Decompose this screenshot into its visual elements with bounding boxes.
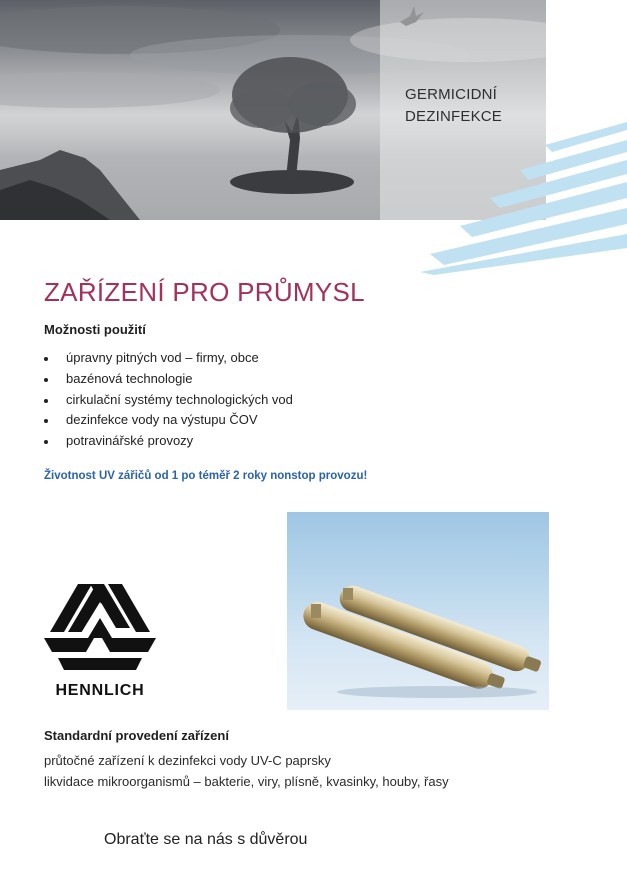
standard-line-2: likvidace mikroorganismů – bakterie, viry, plísně, kvasinky, houby, řasy: [44, 774, 449, 789]
bullet-icon: [44, 357, 48, 361]
uses-list: [44, 348, 293, 452]
product-photo: [287, 512, 549, 710]
uses-title: Možnosti použití: [44, 322, 146, 337]
lifetime-note: Životnost UV zářičů od 1 po téměř 2 roky nonstop provozu!: [44, 470, 368, 482]
hero-title-line2: DEZINFEKCE: [405, 108, 503, 125]
list-item: bazénová technologie: [44, 369, 293, 390]
standard-title: Standardní provedení zařízení: [44, 728, 229, 743]
uv-reactor-illustration: [287, 512, 549, 710]
bullet-icon: [44, 399, 48, 403]
list-item: cirkulační systémy technologických vod: [44, 390, 293, 411]
bullet-icon: [44, 440, 48, 444]
bullet-icon: [44, 419, 48, 423]
contact-line: Obraťte se na nás s důvěrou: [104, 831, 308, 848]
standard-line-1: průtočné zařízení k dezinfekci vody UV-C paprsky: [44, 753, 331, 768]
bullet-icon: [44, 378, 48, 382]
list-item: úpravny pitných vod – firmy, obce: [44, 348, 293, 369]
hennlich-logo-icon: [44, 580, 156, 676]
brand-name: HENNLICH: [55, 682, 145, 699]
decorative-stripes: [420, 100, 627, 275]
hero-title-line1: GERMICIDNÍ: [405, 86, 497, 103]
list-item: potravinářské provozy: [44, 431, 293, 452]
list-item: dezinfekce vody na výstupu ČOV: [44, 410, 293, 431]
page-title: ZAŘÍZENÍ PRO PRŮMYSL: [44, 277, 365, 307]
